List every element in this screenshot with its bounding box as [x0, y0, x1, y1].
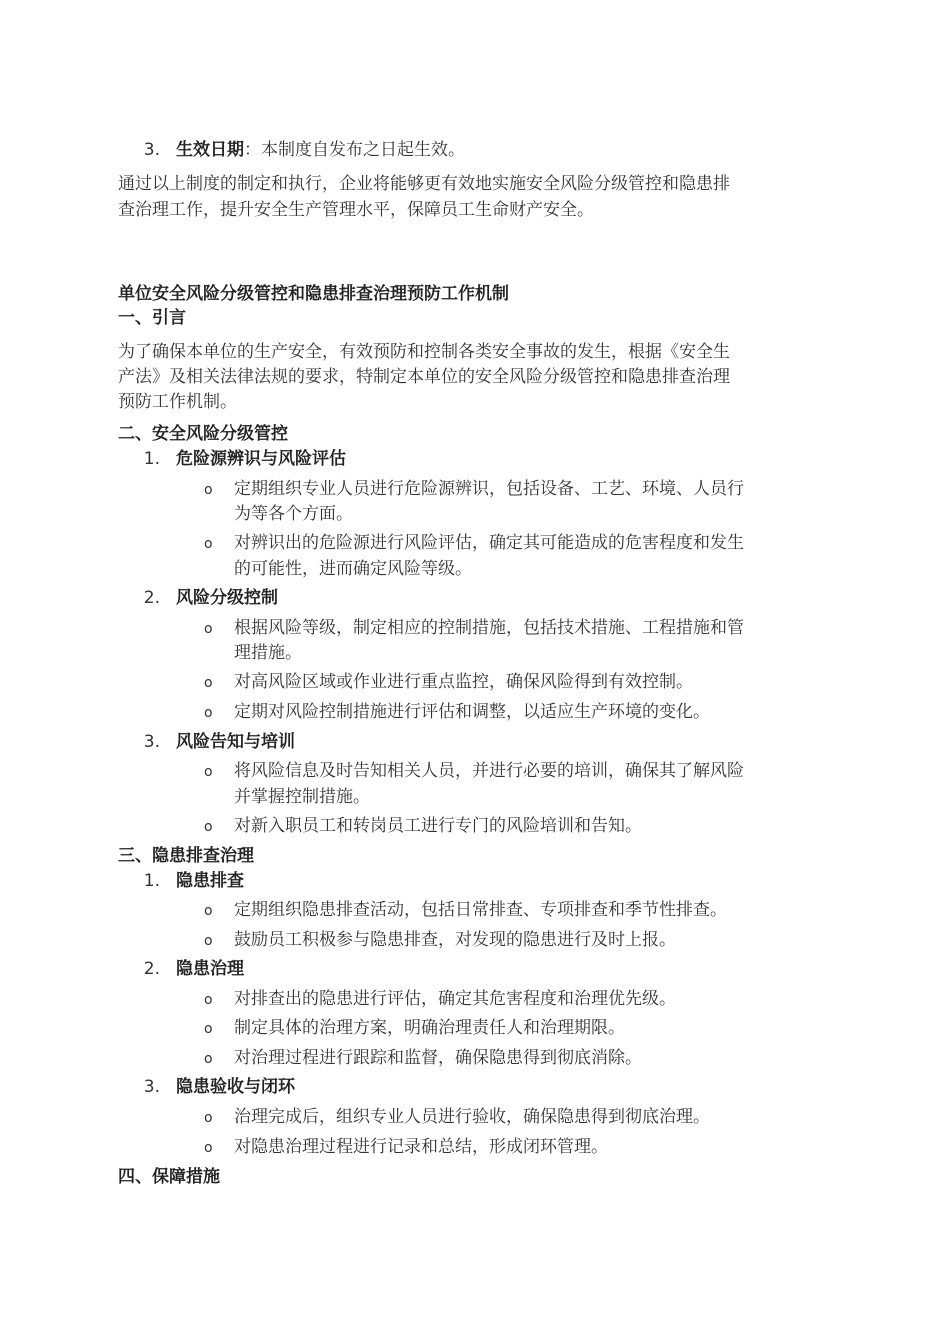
bullet-text-line: 制定具体的治理方案，明确治理责任人和治理期限。 — [234, 1018, 625, 1038]
section-heading-hazard-management: 三、隐患排查治理 — [118, 846, 254, 866]
bullet-text-line: 根据风险等级，制定相应的控制措施，包括技术措施、工程措施和管 — [234, 618, 744, 638]
list-item-text: ：本制度自发布之日起生效。 — [244, 140, 465, 160]
bullet-icon: o — [204, 1140, 213, 1156]
list-item-title: 隐患治理 — [176, 959, 244, 979]
paragraph-intro-line: 预防工作机制。 — [118, 392, 237, 412]
bullet-text-line: 定期组织隐患排查活动，包括日常排查、专项排查和季节性排查。 — [234, 900, 727, 920]
list-number: 2. — [143, 588, 160, 608]
bullet-icon: o — [204, 705, 213, 721]
bullet-icon: o — [204, 536, 213, 552]
bullet-icon: o — [204, 933, 213, 949]
bullet-text-line: 定期组织专业人员进行危险源辨识，包括设备、工艺、环境、人员行 — [234, 479, 744, 499]
bullet-text-line: 对高风险区域或作业进行重点监控，确保风险得到有效控制。 — [234, 672, 693, 692]
list-item-effective-date — [176, 138, 465, 162]
bullet-text-line: 鼓励员工积极参与隐患排查，对发现的隐患进行及时上报。 — [234, 930, 676, 950]
bullet-text-line: 对新入职员工和转岗员工进行专门的风险培训和告知。 — [234, 816, 642, 836]
bullet-icon: o — [204, 903, 213, 919]
bullet-icon: o — [204, 1051, 213, 1067]
bullet-icon: o — [204, 1021, 213, 1037]
paragraph-intro-line: 为了确保本单位的生产安全，有效预防和控制各类安全事故的发生，根据《安全生 — [118, 342, 730, 362]
list-item-title: 风险告知与培训 — [176, 732, 295, 752]
list-item-label: 生效日期 — [176, 140, 244, 160]
bullet-text-line: 治理完成后，组织专业人员进行验收，确保隐患得到彻底治理。 — [234, 1107, 710, 1127]
bullet-icon: o — [204, 992, 213, 1008]
section-heading-intro: 一、引言 — [118, 308, 186, 328]
section-heading-risk-control: 二、安全风险分级管控 — [118, 424, 288, 444]
list-number: 3. — [143, 1077, 160, 1097]
bullet-icon: o — [204, 1110, 213, 1126]
bullet-text-line: 定期对风险控制措施进行评估和调整，以适应生产环境的变化。 — [234, 702, 710, 722]
bullet-text-line: 为等各个方面。 — [234, 504, 353, 524]
list-item-title: 风险分级控制 — [176, 588, 278, 608]
bullet-icon: o — [204, 675, 213, 691]
list-item-title: 隐患排查 — [176, 871, 244, 891]
list-item-title: 危险源辨识与风险评估 — [176, 449, 346, 469]
bullet-icon: o — [204, 621, 213, 637]
bullet-text-line: 对辨识出的危险源进行风险评估，确定其可能造成的危害程度和发生 — [234, 533, 744, 553]
bullet-text-line: 并掌握控制措施。 — [234, 787, 370, 807]
paragraph-intro-line: 产法》及相关法律法规的要求，特制定本单位的安全风险分级管控和隐患排查治理 — [118, 367, 730, 387]
paragraph-conclusion-line: 查治理工作，提升安全生产管理水平，保障员工生命财产安全。 — [118, 200, 594, 220]
bullet-text-line: 对治理过程进行跟踪和监督，确保隐患得到彻底消除。 — [234, 1048, 642, 1068]
bullet-text-line: 将风险信息及时告知相关人员，并进行必要的培训，确保其了解风险 — [234, 761, 744, 781]
section-heading-safeguards: 四、保障措施 — [118, 1167, 220, 1187]
list-item-title: 隐患验收与闭环 — [176, 1077, 295, 1097]
list-number: 1. — [143, 871, 160, 891]
bullet-text-line: 对排查出的隐患进行评估，确定其危害程度和治理优先级。 — [234, 989, 676, 1009]
bullet-icon: o — [204, 764, 213, 780]
list-number: 3. — [143, 140, 160, 160]
list-number: 3. — [143, 732, 160, 752]
bullet-icon: o — [204, 819, 213, 835]
paragraph-conclusion-line: 通过以上制度的制定和执行，企业将能够更有效地实施安全风险分级管控和隐患排 — [118, 174, 730, 194]
bullet-text-line: 的可能性，进而确定风险等级。 — [234, 559, 472, 579]
bullet-text-line: 对隐患治理过程进行记录和总结，形成闭环管理。 — [234, 1137, 608, 1157]
bullet-text-line: 理措施。 — [234, 643, 302, 663]
list-number: 1. — [143, 449, 160, 469]
document-title: 单位安全风险分级管控和隐患排查治理预防工作机制 — [118, 284, 509, 304]
list-number: 2. — [143, 959, 160, 979]
bullet-icon: o — [204, 482, 213, 498]
